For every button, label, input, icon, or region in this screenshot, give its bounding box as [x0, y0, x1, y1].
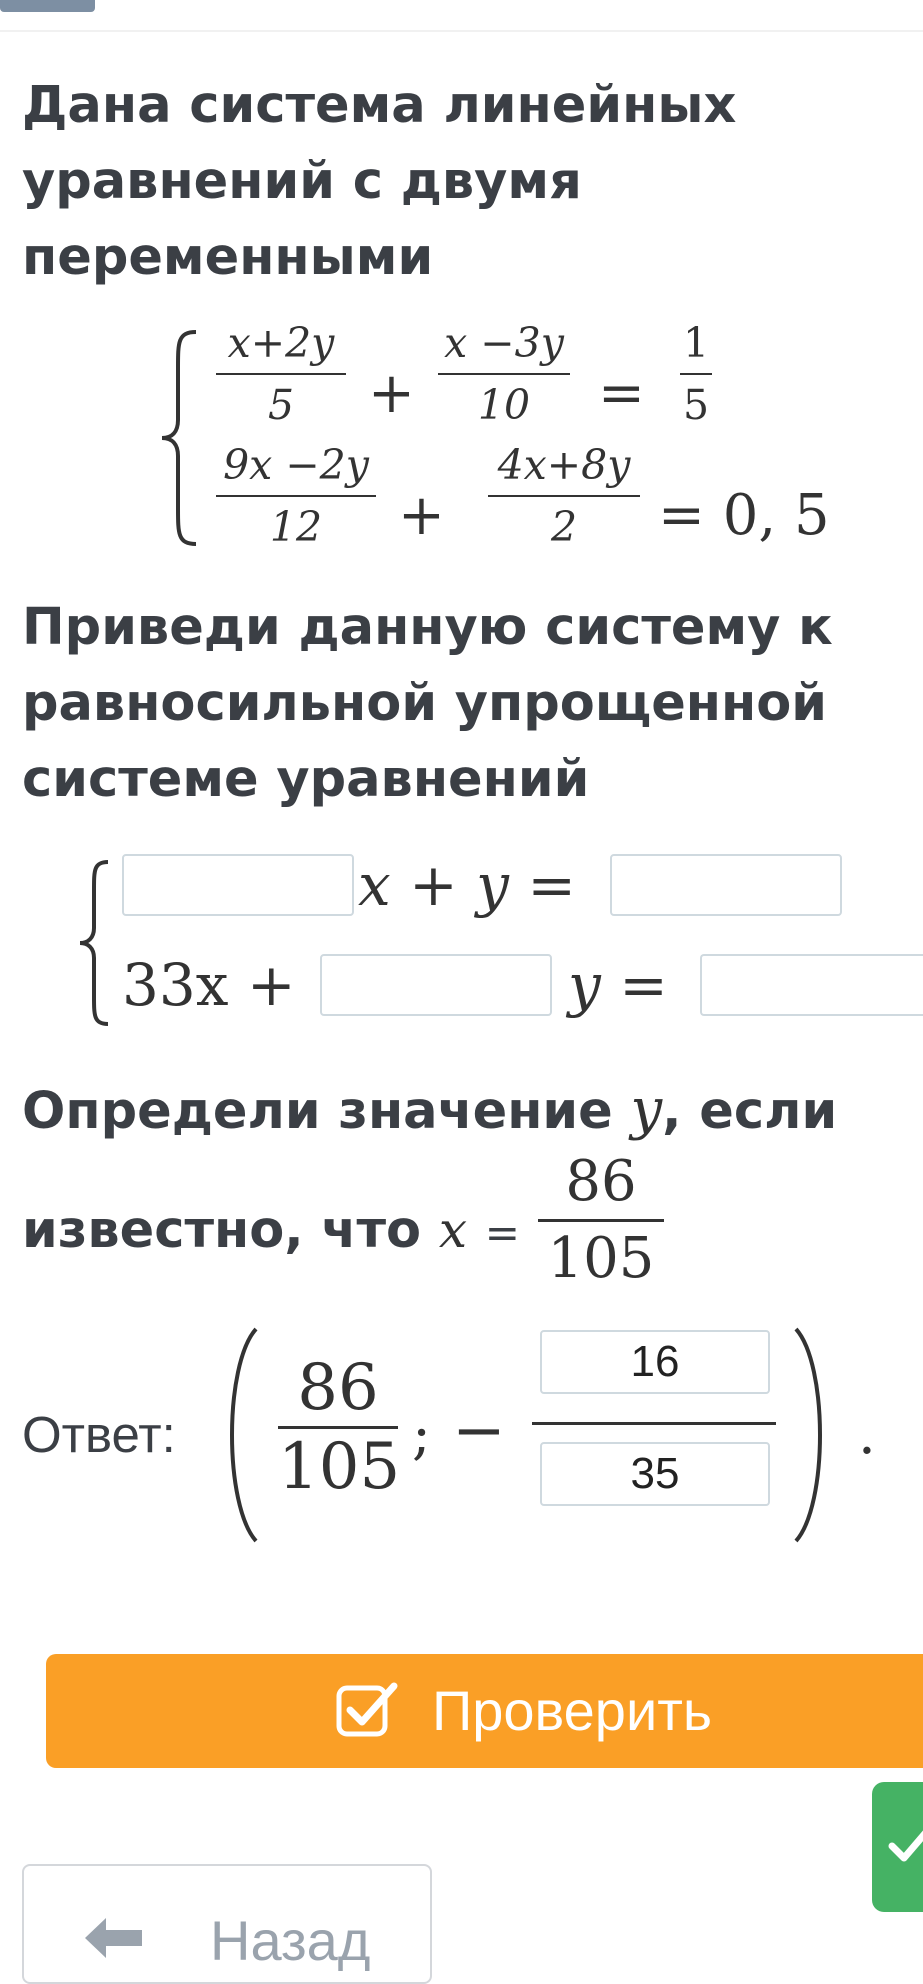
question-text-1: Определи значение — [22, 1082, 613, 1141]
eq1-plus: + — [368, 361, 415, 426]
eq1-term2: x −3y 10 — [438, 318, 570, 430]
row2-lead-text: 33x + — [122, 951, 296, 1019]
row2-lead — [122, 950, 296, 1020]
left-paren-icon — [216, 1325, 262, 1545]
top-divider — [0, 30, 923, 32]
answer-numerator-input[interactable] — [540, 1330, 770, 1394]
left-brace-icon — [158, 328, 200, 548]
row1-rhs-input[interactable] — [610, 854, 842, 916]
given-system — [158, 318, 858, 558]
check-square-icon — [336, 1680, 398, 1738]
check-button-label: Проверить — [432, 1679, 713, 1742]
answer-fraction-bar — [532, 1422, 776, 1425]
question-equals: = — [484, 1208, 520, 1257]
eq1-term1: x+2y 5 — [216, 318, 346, 430]
answer-denominator-input[interactable] — [540, 1442, 770, 1506]
question-text-3: известно, что — [22, 1201, 422, 1260]
question-variable: y — [630, 1077, 663, 1142]
check-button[interactable] — [46, 1654, 923, 1768]
back-button-label: Назад — [210, 1909, 371, 1972]
eq2-plus: + — [398, 483, 445, 548]
answer-separator: ; — [412, 1402, 431, 1467]
simplified-system — [70, 840, 923, 1040]
given-x-numerator: 86 — [565, 1149, 637, 1214]
question-text-2: , если — [662, 1082, 838, 1141]
answer-x-numerator: 86 — [297, 1351, 379, 1425]
answer-period: . — [858, 1402, 876, 1467]
answer-minus: − — [452, 1394, 506, 1468]
eq2-term2: 4x+8y 2 — [488, 440, 640, 552]
arrow-left-icon — [82, 1916, 144, 1960]
row1-x-coefficient-input[interactable] — [122, 854, 354, 916]
left-brace-icon — [76, 858, 112, 1028]
back-button[interactable] — [22, 1864, 432, 1984]
answer-label: Ответ: — [22, 1406, 176, 1463]
row2-middle: y = — [568, 951, 668, 1019]
eq2-rhs: = 0, 5 — [658, 483, 830, 548]
row2-rhs-input[interactable] — [700, 954, 923, 1016]
eq2-term1: 9x −2y 12 — [216, 440, 376, 552]
answer-x-denominator: 105 — [278, 1430, 401, 1504]
question-line1 — [22, 1075, 837, 1147]
task-title: Дана система линейных уравнений с двумя переменными — [22, 76, 737, 287]
row1-middle: x + y = — [358, 851, 576, 919]
eq1-rhs: 1 5 — [680, 318, 712, 430]
top-tab-indicator — [0, 0, 95, 12]
question-line2 — [22, 1195, 520, 1268]
right-paren-icon — [790, 1325, 836, 1545]
eq1-equals: = — [598, 361, 645, 426]
given-x-fraction — [538, 1150, 664, 1291]
row2-y-coefficient-input[interactable] — [320, 954, 552, 1016]
instruction-text: Приведи данную систему к равносильной упрощенной системе уравнений — [22, 598, 833, 809]
answer-x-fraction — [278, 1351, 401, 1504]
given-x-denominator: 105 — [547, 1226, 655, 1291]
next-tab-button[interactable] — [872, 1782, 923, 1912]
question-x: x — [438, 1201, 468, 1259]
check-icon — [888, 1822, 923, 1866]
